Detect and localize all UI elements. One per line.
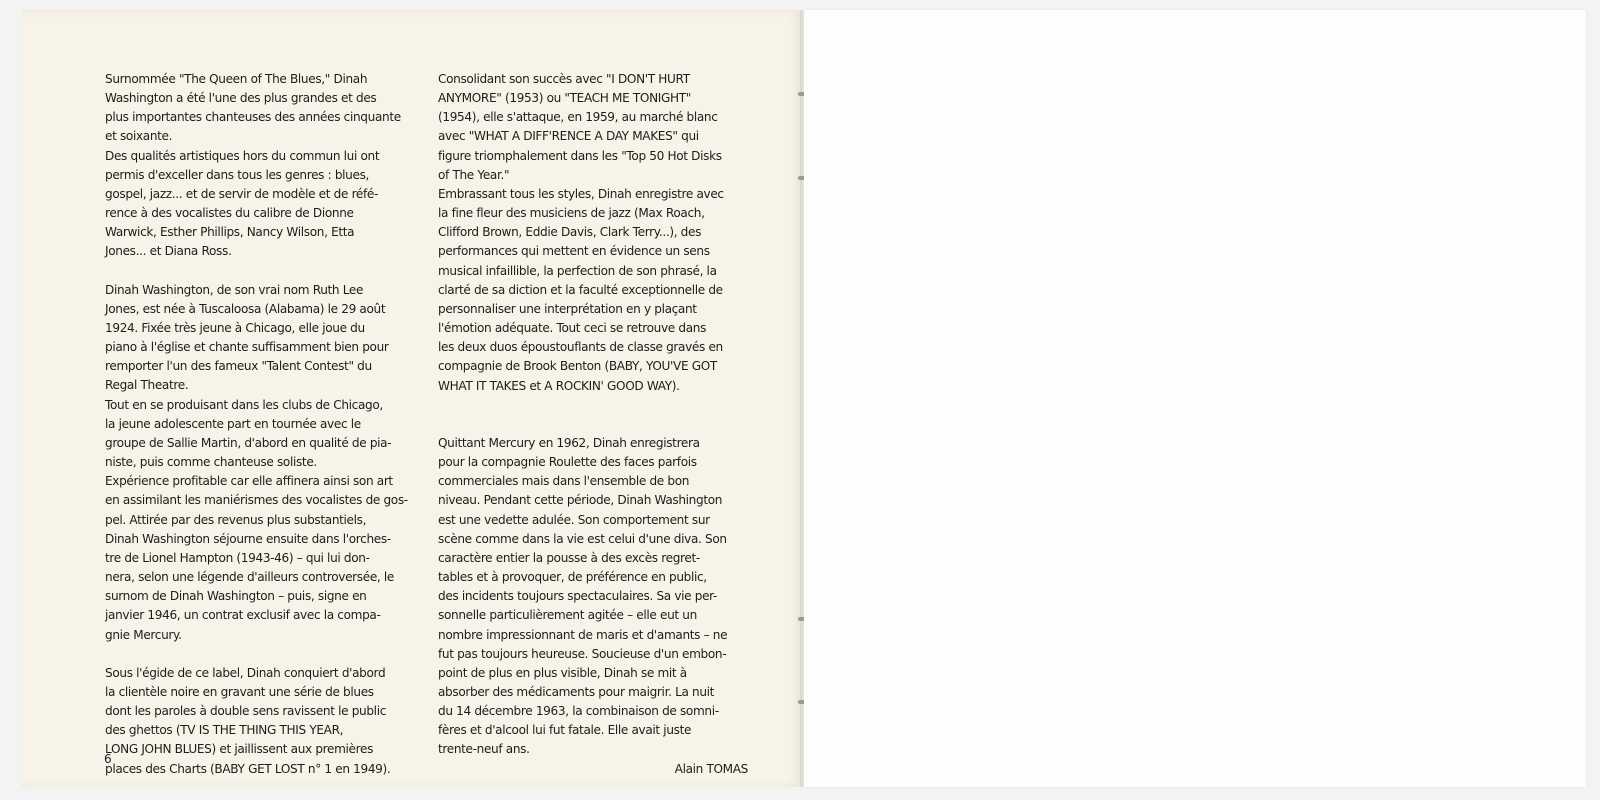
author-signature: Alain TOMAS <box>674 761 748 776</box>
page-number: 6 <box>104 752 112 766</box>
paragraph-chicago: Tout en se produisant dans les clubs de Chicago, la jeune adolescente part en tournée avec le groupe de Sallie Martin, d'abord en qualité de pia- niste, puis comme chanteuse soliste. <box>105 397 392 470</box>
paragraph-gap <box>438 396 748 415</box>
paragraph-intro: Surnommée "The Queen of The Blues," Dinah Washington a été l'une des plus grandes et des plus importantes chanteuses des années cinquante et soixante. <box>105 72 401 144</box>
paragraph-mercury-label: Sous l'égide de ce label, Dinah conquiert d'abord la clientèle noire en gravant une série de blues dont les paroles à double sens ravissent le public des ghettos (TV IS THE THING THIS YEAR, LONG JOHN BLUES) et jaillissent aux premières places des Charts (BABY GET LOST n° 1 en 1949). <box>105 665 391 776</box>
text-column-left <box>105 70 415 779</box>
paragraph-gap <box>105 262 415 281</box>
text-column-right <box>438 70 748 779</box>
paragraph-gap <box>105 645 415 664</box>
paragraph-styles: Embrassant tous les styles, Dinah enregistre avec la fine fleur des musiciens de jazz (Max Roach, Clifford Brown, Eddie Davis, Clark Terry...), des performances qui mettent en évidence un sens musical infaillible, la perfection de son phrasé, la clarté de sa diction et la faculté exceptionnelle de personnaliser une interprétation en y plaçant l'émotion adéquate. Tout ceci se retrouve dans les deux duos époustouflants de classe gravés en compagnie de Brook Benton (BABY, YOU'VE GOT WHAT IT TAKES et A ROCKIN' GOOD WAY). <box>438 186 724 393</box>
paragraph-hampton: Expérience profitable car elle affinera ainsi son art en assimilant les maniérismes des vocalistes de gos- pel. Attirée par des revenus plus substantiels, Dinah Washington séjourne ensuite dans l'orches- tre de Lionel Hampton (1943-46) – qui lui don- nera, selon une légende d'ailleurs controversée, le surnom de Dinah Washington – puis, signe en janvier 1946, un contrat exclusif avec la compa- gnie Mercury. <box>105 474 408 642</box>
paragraph-gap <box>438 415 748 434</box>
paragraph-birth: Dinah Washington, de son vrai nom Ruth Lee Jones, est née à Tuscaloosa (Alabama) le 29 août 1924. Fixée très jeune à Chicago, elle joue du piano à l'église et chante suffisamment bien pour remporter l'un des fameux "Talent Contest" du Regal Theatre. <box>105 282 389 393</box>
paragraph-qualities: Des qualités artistiques hors du commun lui ont permis d'exceller dans tous les genres : blues, gospel, jazz... et de servir de modèle et de réfé- rence à des vocalistes du calibre de Dionne Warwick, Esther Phillips, Nancy Wilson, Etta Jones... et Diana Ross. <box>105 148 380 259</box>
paragraph-roulette: Quittant Mercury en 1962, Dinah enregistrera pour la compagnie Roulette des faces parfois commerciales mais dans l'ensemble de bon niveau. Pendant cette période, Dinah Washington est une vedette adulée. Son comportement sur scène comme dans la vie est celui d'une diva. Son caractère entier la pousse à des excès regret- tables et à provoquer, de préférence en public, des incidents toujours spectaculaires. Sa vie per- sonnelle particulièrement agitée – elle eut un nombre impressionnant de maris et d'amants – ne fut pas toujours heureuse. Soucieuse d'un embon- point de plus en plus visible, Dinah se mit à absorber des médicaments pour maigrir. La nuit du 14 décembre 1963, la combinaison de somni- fères et d'alcool lui fut fatale. Elle avait juste trente-neuf ans. <box>438 435 728 757</box>
paragraph-success: Consolidant son succès avec "I DON'T HURT ANYMORE" (1953) ou "TEACH ME TONIGHT" (1954), elle s'attaque, en 1959, au marché blanc avec "WHAT A DIFF'RENCE A DAY MAKES" qui figure triomphalement dans les "Top 50 Hot Disks of The Year." <box>438 72 722 182</box>
left-page <box>22 10 802 787</box>
right-page-blank <box>804 10 1586 787</box>
